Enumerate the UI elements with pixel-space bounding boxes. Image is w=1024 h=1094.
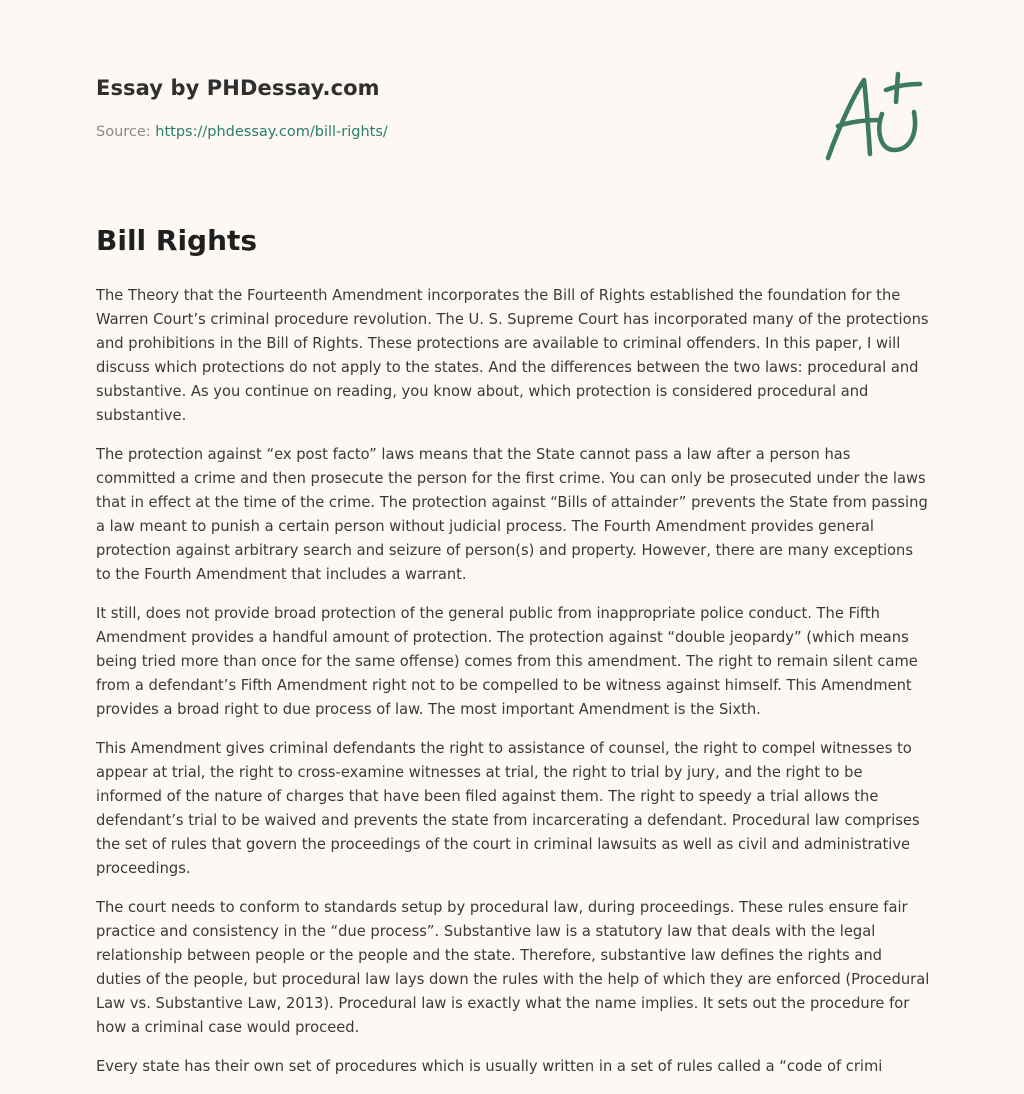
- essay-paragraph: The court needs to conform to standards setup by procedural law, during proceedings. These rules ensure fair practice and consistency in the “due process”. Substantive law is a statutory law that deals with the legal relationship between people or the people and the state. Therefore, substantive law defines the rights and duties of the people, but procedural law lays down the rules with the help of which they are enforced (Procedural Law vs. Substantive Law, 2013). Procedural law is exactly what the name implies. It sets out the procedure for how a criminal case would proceed.: [96, 899, 930, 1036]
- essay-paragraph: Every state has their own set of procedures which is usually written in a set of rules called a “code of crimi: [96, 1058, 883, 1075]
- source-label: Source:: [96, 124, 151, 140]
- source-line: [96, 124, 388, 140]
- essay-paragraph: The protection against “ex post facto” laws means that the State cannot pass a law after a person has committed a crime and then prosecute the person for the first crime. You can only be prosecuted under the laws that in effect at the time of the crime. The protection against “Bills of attainder” prevents the State from passing a law meant to punish a certain person without judicial process. The Fourth Amendment provides general protection against arbitrary search and seizure of person(s) and property. However, there are many exceptions to the Fourth Amendment that includes a warrant.: [96, 446, 928, 583]
- a-plus-logo-icon: [824, 68, 924, 164]
- site-brand: Essay by PHDessay.com: [96, 76, 380, 100]
- essay-paragraph: This Amendment gives criminal defendants the right to assistance of counsel, the right to compel witnesses to appear at trial, the right to cross-examine witnesses at trial, the right to trial by jury, and the right to be informed of the nature of charges that have been filed against them. The right to speedy a trial allows the defendant’s trial to be waived and prevents the state from incarcerating a defendant. Procedural law comprises the set of rules that govern the proceedings of the court in criminal lawsuits as well as civil and administrative proceedings.: [96, 740, 920, 877]
- essay-title: Bill Rights: [96, 224, 258, 257]
- essay-body: [96, 284, 930, 1094]
- source-link[interactable]: https://phdessay.com/bill-rights/: [155, 124, 388, 140]
- essay-paragraph: It still, does not provide broad protection of the general public from inappropriate police conduct. The Fifth Amendment provides a handful amount of protection. The protection against “double jeopardy” (which means being tried more than once for the same offense) comes from this amendment. The right to remain silent came from a defendant’s Fifth Amendment right not to be compelled to be witness against himself. This Amendment provides a broad right to due process of law. The most important Amendment is the Sixth.: [96, 605, 918, 718]
- essay-paragraph: The Theory that the Fourteenth Amendment incorporates the Bill of Rights established the foundation for the Warren Court’s criminal procedure revolution. The U. S. Supreme Court has incorporated many of the protections and prohibitions in the Bill of Rights. These protections are available to criminal offenders. In this paper, I will discuss which protections do not apply to the states. And the differences between the two laws: procedural and substantive. As you continue on reading, you know about, which protection is considered procedural and substantive.: [96, 287, 929, 424]
